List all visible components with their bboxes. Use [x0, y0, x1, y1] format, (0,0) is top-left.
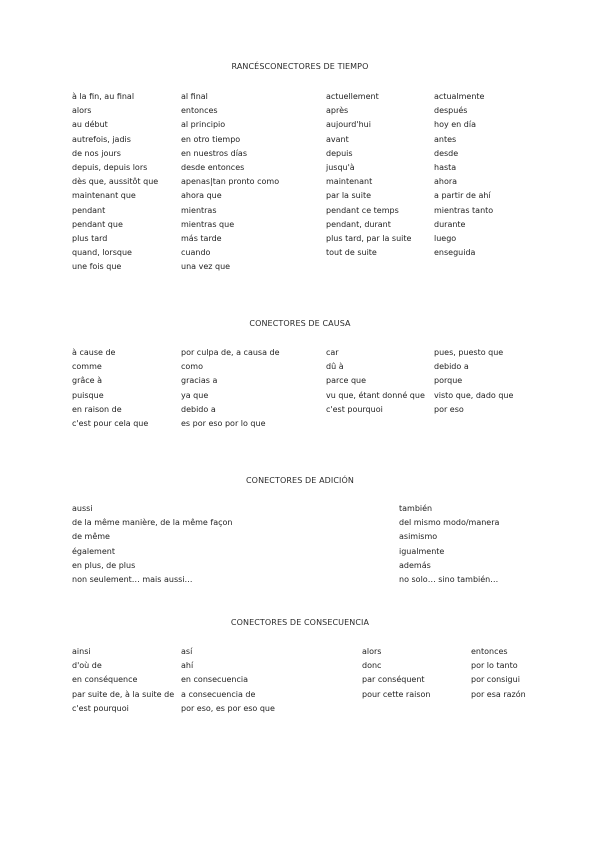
- connector-term: par la suite: [326, 191, 371, 201]
- column-causa-3: [326, 346, 425, 417]
- column-consecuencia-1: [72, 645, 174, 716]
- connector-term: pour cette raison: [362, 689, 431, 699]
- connector-term: asimismo: [399, 532, 438, 542]
- connector-term: por eso: [434, 404, 464, 414]
- connector-term: plus tard, par la suite: [326, 233, 412, 243]
- connector-term: parce que: [326, 376, 367, 386]
- connector-term: tout de suite: [326, 248, 377, 258]
- connector-term: non seulement… mais aussi…: [72, 574, 193, 584]
- connector-term: es por eso por lo que: [181, 418, 266, 428]
- connector-term: à la fin, au final: [72, 92, 135, 101]
- connector-term: ahí: [181, 661, 194, 671]
- connector-term: ahora que: [181, 191, 222, 201]
- connector-term: pendant: [72, 205, 106, 215]
- connector-term: actualmente: [434, 92, 485, 101]
- connector-term: de la même manière, de la même façon: [72, 518, 233, 528]
- connector-term: por eso, es por eso que: [181, 703, 275, 713]
- column-tiempo-1: [72, 90, 158, 274]
- connector-term: plus tard: [72, 233, 108, 243]
- connector-term: visto que, dado que: [434, 390, 514, 400]
- connector-term: donc: [362, 661, 382, 671]
- connector-term: cuando: [181, 248, 211, 258]
- connector-term: pendant que: [72, 219, 123, 229]
- column-causa-4: [434, 346, 513, 417]
- column-tiempo-3: [326, 90, 411, 260]
- column-causa-1: [72, 346, 148, 431]
- section-title-adicion: CONECTORES DE ADICIÓN: [245, 476, 354, 485]
- connector-term: al principio: [181, 120, 226, 130]
- connector-term: de nos jours: [72, 148, 121, 158]
- connector-term: au début: [72, 120, 108, 130]
- connector-term: más tarde: [181, 233, 222, 243]
- connector-term: apenas|tan pronto como: [181, 177, 280, 187]
- connector-term: igualmente: [399, 546, 445, 556]
- connector-term: jusqu'à: [326, 162, 355, 172]
- connector-term: porque: [434, 376, 463, 386]
- connector-term: d'où de: [72, 661, 102, 671]
- connector-term: vu que, étant donné que: [326, 390, 425, 400]
- connector-term: al final: [181, 92, 208, 101]
- connector-term: durante: [434, 219, 466, 229]
- connector-term: ainsi: [72, 647, 91, 656]
- connector-term: avant: [326, 134, 349, 144]
- connector-term: car: [326, 348, 339, 357]
- connector-term: por culpa de, a causa de: [181, 348, 280, 357]
- connector-term: dès que, aussitôt que: [72, 177, 159, 187]
- connector-term: également: [72, 546, 115, 556]
- connector-term: depuis: [326, 148, 353, 158]
- connector-term: después: [434, 106, 468, 116]
- connector-term: c'est pourquoi: [326, 404, 383, 414]
- connector-term: enseguida: [434, 248, 476, 258]
- connector-term: del mismo modo/manera: [399, 518, 500, 528]
- connector-term: en conséquence: [72, 675, 138, 685]
- section-title-tiempo: RANCÉSCONECTORES DE TIEMPO: [231, 62, 369, 71]
- connector-term: comme: [72, 362, 102, 372]
- connector-term: gracias a: [181, 376, 218, 386]
- connector-term: debido a: [434, 362, 469, 372]
- connector-term: antes: [434, 134, 457, 144]
- connector-term: mientras que: [181, 219, 235, 229]
- connector-term: depuis, depuis lors: [72, 162, 148, 172]
- connector-term: a consecuencia de: [181, 689, 256, 699]
- connector-term: après: [326, 106, 349, 116]
- connector-term: c'est pourquoi: [72, 703, 129, 713]
- connector-term: pendant ce temps: [326, 205, 399, 215]
- connector-term: en nuestros días: [181, 148, 247, 158]
- connector-term: autrefois, jadis: [72, 134, 131, 144]
- connector-term: quand, lorsque: [72, 248, 132, 258]
- connector-term: desde: [434, 148, 459, 158]
- connector-term: mientras: [181, 205, 217, 215]
- connector-term: debido a: [181, 404, 216, 414]
- section-title-causa: CONECTORES DE CAUSA: [249, 319, 351, 328]
- connector-term: en otro tiempo: [181, 134, 241, 144]
- connector-term: par suite de, à la suite de: [72, 689, 175, 699]
- connector-term: también: [399, 504, 433, 513]
- connector-term: ahora: [434, 177, 458, 187]
- connector-term: dû à: [326, 362, 344, 372]
- connector-term: aussi: [72, 504, 93, 513]
- connector-term: hoy en día: [434, 120, 476, 130]
- connector-term: por consigui: [471, 675, 520, 685]
- connector-term: pendant, durant: [326, 219, 391, 229]
- connector-term: además: [399, 560, 431, 570]
- column-causa-2: [181, 346, 280, 431]
- connector-term: c'est pour cela que: [72, 418, 149, 428]
- connector-term: à cause de: [72, 348, 116, 357]
- column-consecuencia-3: [362, 645, 430, 702]
- connector-term: mientras tanto: [434, 205, 494, 215]
- column-consecuencia-2: [181, 645, 275, 716]
- connector-term: maintenant que: [72, 191, 136, 201]
- column-adicion-2: [399, 502, 499, 587]
- connector-term: alors: [72, 106, 92, 116]
- connector-term: a partir de ahí: [434, 191, 491, 201]
- connector-term: par conséquent: [362, 675, 425, 685]
- connector-term: en consecuencia: [181, 675, 248, 685]
- connector-term: por lo tanto: [471, 661, 518, 671]
- column-tiempo-4: [434, 90, 493, 260]
- connector-term: ya que: [181, 390, 209, 400]
- connector-term: entonces: [181, 106, 218, 116]
- connector-term: luego: [434, 233, 457, 243]
- connector-term: pues, puesto que: [434, 348, 504, 357]
- connector-term: maintenant: [326, 177, 373, 187]
- connector-term: entonces: [471, 647, 508, 656]
- column-consecuencia-4: [471, 645, 526, 702]
- connector-term: no solo… sino también…: [399, 574, 499, 584]
- connector-term: actuellement: [326, 92, 379, 101]
- connector-term: hasta: [434, 162, 457, 172]
- column-tiempo-2: [181, 90, 279, 274]
- column-adicion-1: [72, 502, 232, 587]
- connector-term: en raison de: [72, 404, 122, 414]
- connector-term: por esa razón: [471, 689, 526, 699]
- connector-term: en plus, de plus: [72, 560, 136, 570]
- connector-term: grâce à: [72, 376, 103, 386]
- connector-term: de même: [72, 532, 110, 542]
- connector-term: une fois que: [72, 262, 122, 272]
- section-title-consecuencia: CONECTORES DE CONSECUENCIA: [230, 618, 370, 627]
- connector-term: así: [181, 647, 193, 656]
- connector-term: como: [181, 362, 203, 372]
- connector-term: aujourd'hui: [326, 120, 371, 130]
- connector-term: desde entonces: [181, 162, 245, 172]
- connector-term: alors: [362, 647, 382, 656]
- connector-term: puisque: [72, 390, 104, 400]
- connector-term: una vez que: [181, 262, 231, 272]
